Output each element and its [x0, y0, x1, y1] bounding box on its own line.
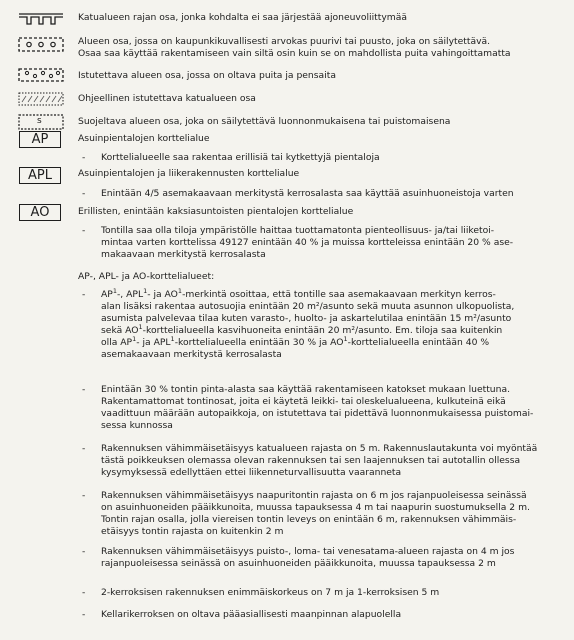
protected-area-symbol-label: s: [37, 116, 42, 126]
rule-basement: Kellarikerroksen on oltava pääasiallisesti maanpinnan alapuolella: [101, 609, 402, 620]
indicative-street-planting-symbol: [18, 92, 64, 106]
preserved-tree-row-symbol: [18, 37, 64, 52]
bullet-dash: -: [82, 188, 86, 199]
zone-bullet-ao: Tontilla saa olla tiloja ympäristölle haittaa tuottamatonta pienteollisuus- ja/tai liiketoi- mintaa varten korttelissa 49127 enintään 40 % ja muissa kortteleissa enintään 20 % ase- makaavaan merkitystä kerrosalasta: [101, 225, 514, 260]
bullet-dash: -: [82, 152, 86, 163]
bullet-dash: -: [82, 225, 86, 236]
zone-code-ap: AP: [19, 131, 61, 148]
common-heading: AP-, APL- ja AO-korttelialueet:: [78, 271, 215, 282]
rule1-middle: alan lisäksi rakentaa autosuojia enintään 20 m²/asunto sekä muuta asunnon ulkopuolista, asumista palvelevaa tilaa kuten varasto-, huolto- ja askartelutilaa enintään 15 m²/asunto sekä $AO^1$-korttelialueella kasvihuoneita enintään 20 m²/asunto. Em. tiloja saa kuitenkin: [101, 301, 515, 336]
bullet-dash: -: [82, 609, 86, 620]
rule1-last: asemakaavaan merkitystä kerrosalasta: [101, 349, 282, 360]
bullet-dash: -: [82, 443, 86, 454]
legend-text-vehicle-access: Katualueen rajan osa, jonka kohdalta ei saa järjestää ajoneuvoliittymää: [78, 12, 407, 23]
planted-area-symbol: [18, 68, 64, 82]
rule-park-setback: Rakennuksen vähimmäisetäisyys puisto-, loma- tai venesatama-alueen rajasta on 4 m jos rajanpuoleisessa seinässä on asuinhuoneiden pääikkunoita, muussa tapauksessa 2 m: [101, 546, 515, 569]
bullet-dash: -: [82, 490, 86, 501]
zone-code-ao: AO: [19, 204, 61, 221]
zone-bullet-apl: Enintään 4/5 asemakaavaan merkitystä kerrosalasta saa käyttää asuinhuoneistoja varten: [101, 188, 514, 199]
rule1-line6: olla $AP^1-$ ja APL$^1$-korttelialueella enintään 30 % ja $AO^1$-korttelialueella enintään 40 %: [101, 335, 490, 348]
legend-text-planted-area: Istutettava alueen osa, jossa on oltava puita ja pensaita: [78, 70, 336, 81]
rule-additional-floor-area: [101, 289, 561, 361]
bullet-dash: -: [82, 546, 86, 557]
rule-site-coverage: Enintään 30 % tontin pinta-alasta saa käyttää rakentamiseen katokset mukaan luettuna. Rakentamattomat tontinosat, joita ei käytetä leikki- tai oleskelualueena, kulkuteinä eikä vaadittuun määrään autopaikkoja, on istutettava tai pidettävä luonnonmukaisessa puistomai- sessa kunnossa: [101, 384, 534, 431]
bullet-dash: -: [82, 587, 86, 598]
zone-title-ao: Erillisten, enintään kaksiasuntoisten pientalojen korttelialue: [78, 206, 354, 217]
zone-bullet-ap: Korttelialueelle saa rakentaa erillisiä tai kytkettyjä pientaloja: [101, 152, 380, 163]
rule-street-setback: Rakennuksen vähimmäisetäisyys katualueen rajasta on 5 m. Rakennuslautakunta voi myöntää tästä poikkeuksen olemassa olevan rakennuksen tai sen laajennuksen tai autotallin ollessa kysymyksessä edellyttäen ettei liikenneturvallisuutta vaaranneta: [101, 443, 538, 478]
rule-neighbour-setback: Rakennuksen vähimmäisetäisyys naapuritontin rajasta on 6 m jos rajanpuoleisessa seinässä on asuinhuoneiden pääikkunoita, muussa tapauksessa 4 m tai naapurin suostumuksella 2 m. Tontin rajan osalla, jolla viereisen tontin leveys on enintään 6 m, rakennuksen vähimmäis- etäisyys tontin rajasta on kuitenkin 2 m: [101, 490, 530, 537]
no-vehicle-access-boundary-symbol: [18, 12, 64, 26]
rule1-line1: $AP^1-$, APL$^1$- ja $AO^1$-merkintä osoittaa, että tontille saa asemakaavaan merkityn kerros-: [101, 287, 496, 300]
zone-code-apl: APL: [19, 167, 61, 184]
legend-text-tree-row: Alueen osa, jossa on kaupunkikuvallisesti arvokas puurivi tai puusto, joka on säilytettävä. Osaa saa käyttää rakentamiseen vain siltä osin kuin se on mahdollista puita vahingoittamatta: [78, 36, 511, 59]
zone-title-ap: Asuinpientalojen korttelialue: [78, 133, 210, 144]
legend-text-street-planting: Ohjeellinen istutettava katualueen osa: [78, 93, 256, 104]
rule-max-height: 2-kerroksisen rakennuksen enimmäiskorkeus on 7 m ja 1-kerroksisen 5 m: [101, 587, 440, 598]
legend-text-protected-area: Suojeltava alueen osa, joka on säilytettävä luonnonmukaisena tai puistomaisena: [78, 116, 451, 127]
bullet-dash: -: [82, 384, 86, 395]
bullet-dash: -: [82, 289, 86, 300]
zone-title-apl: Asuinpientalojen ja liikerakennusten korttelialue: [78, 168, 300, 179]
